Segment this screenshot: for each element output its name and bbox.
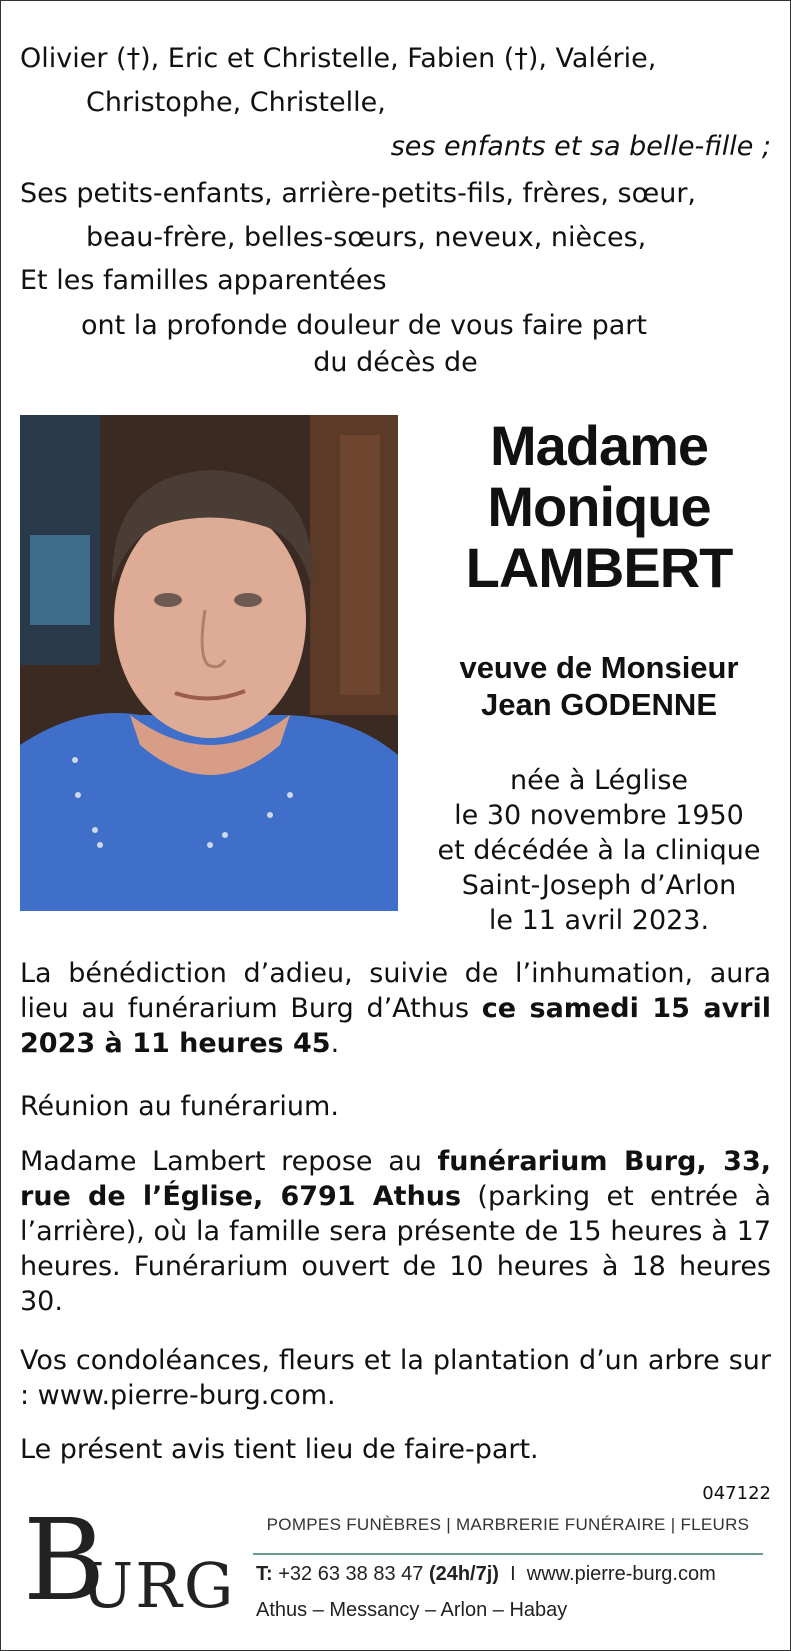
contact-separator: I [510,1563,516,1585]
logo-letters-urg: URG [81,1549,236,1622]
bio-line: le 30 novembre 1950 [454,800,744,831]
bio-line: née à Léglise [509,765,689,796]
visitation-text: Madame Lambert repose au [20,1146,438,1177]
website-link[interactable]: www.pierre-burg.com [526,1563,716,1585]
phone-number: +32 63 38 83 47 [278,1563,424,1585]
ceremony-paragraph [20,956,771,1061]
birth-death-info [426,763,772,938]
name-first: Monique [487,475,711,538]
widow-line-2: Jean GODENNE [480,687,717,722]
phone-hours: (24h/7j) [428,1563,499,1585]
reunion-paragraph: Réunion au funérarium. [20,1091,339,1122]
burg-logo [23,1496,236,1626]
visitation-address: funérarium Burg, 33, rue de l’Église, 6791 Athus [20,1146,771,1212]
deceased-name [426,415,772,598]
logo-letter-b: B [23,1496,106,1626]
family-line-8: du décès de [313,347,478,378]
footer-divider [253,1553,763,1555]
family-line-5: beau-frère, belles-sœurs, neveux, nièces, [86,222,647,253]
name-title: Madame [489,414,709,477]
reference-number: 047122 [702,1483,771,1504]
closing-paragraph: Le présent avis tient lieu de faire-part. [20,1434,539,1465]
portrait-photo [20,415,398,911]
widow-of [426,649,772,723]
widow-line-1: veuve de Monsieur [459,650,739,685]
visitation-paragraph [20,1144,771,1319]
family-line-7: ont la profonde douleur de vous faire part [81,310,647,341]
ceremony-text: La bénédiction d’adieu, suivie de l’inhumation, aura lieu au funérarium Burg d’Athus [20,958,771,1024]
bio-line: le 11 avril 2023. [488,905,710,936]
contact-line [256,1563,716,1586]
family-line-6: Et les familles apparentées [20,265,387,296]
ceremony-end: . [330,1028,340,1059]
family-line-3: ses enfants et sa belle-fille ; [390,131,771,162]
name-last: LAMBERT [465,536,733,599]
family-line-1: Olivier (†), Eric et Christelle, Fabien (†), Valérie, [20,43,657,74]
locations-line: Athus – Messancy – Arlon – Habay [256,1599,568,1621]
bio-line: Saint-Joseph d’Arlon [461,870,737,901]
family-line-2: Christophe, Christelle, [86,87,386,118]
family-line-4: Ses petits-enfants, arrière-petits-fils, frères, sœur, [20,178,697,209]
bio-line: et décédée à la clinique [437,835,761,866]
ceremony-date: ce samedi 15 avril 2023 à 11 heures 45 [20,993,771,1059]
phone-label: T: [256,1563,273,1585]
condolences-paragraph: Vos condoléances, fleurs et la plantation d’un arbre sur : www.pierre-burg.com. [20,1345,771,1411]
company-tagline: POMPES FUNÈBRES | MARBRERIE FUNÉRAIRE | FLEURS [266,1515,750,1534]
visitation-details: (parking et entrée à l’arrière), où la famille sera présente de 15 heures à 17 heures. Funérarium ouvert de 10 heures à 18 heures 30. [20,1181,771,1317]
